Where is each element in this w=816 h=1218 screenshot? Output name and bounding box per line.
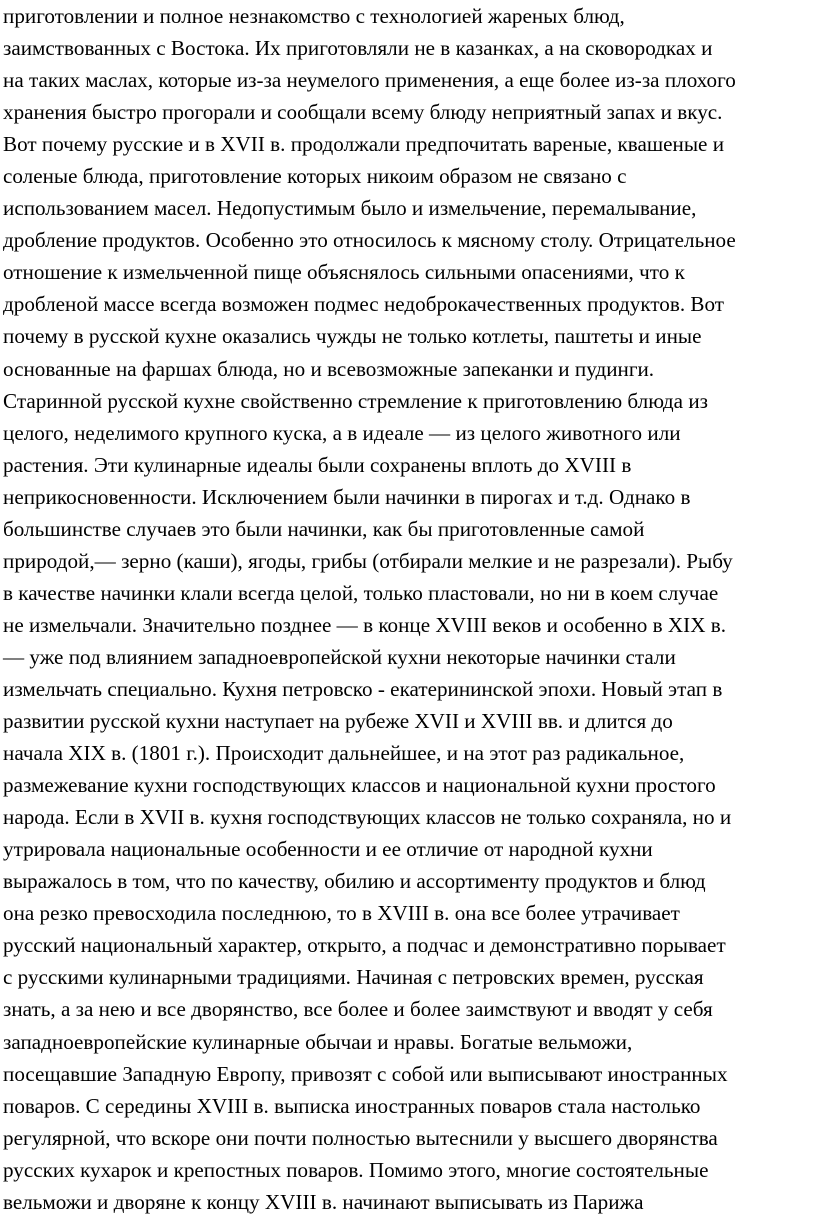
text-line: дробленой массе всегда возможен подмес недоброкачественных продуктов. Вот [3, 292, 725, 317]
text-line: целого, неделимого крупного куска, а в идеале — из целого животного или [3, 420, 681, 445]
text-line: Старинной русской кухне свойственно стремление к приготовлению блюда из [3, 388, 709, 413]
text-line: не измельчали. Значительно позднее — в конце XVIII веков и особенно в XIX в. [3, 612, 727, 637]
text-line: почему в русской кухне оказались чужды не только котлеты, паштеты и иные [3, 324, 702, 349]
text-line: размежевание кухни господствующих классов и национальной кухни простого [3, 773, 716, 798]
text-line: основанные на фаршах блюда, но и всевозможные запеканки и пудинги. [3, 356, 655, 381]
text-line: неприкосновенности. Исключением были начинки в пирогах и т.д. Однако в [3, 484, 691, 509]
body-text [3, 0, 816, 1218]
text-line: западноевропейские кулинарные обычаи и нравы. Богатые вельможи, [3, 1029, 633, 1054]
text-line: дробление продуктов. Особенно это относилось к мясному столу. Отрицательное [3, 228, 736, 253]
text-line: русских кухарок и крепостных поваров. Помимо этого, многие состоятельные [3, 1157, 709, 1182]
text-line: знать, а за нею и все дворянство, все более и более заимствуют и вводят у себя [3, 997, 713, 1022]
text-line: народа. Если в XVII в. кухня господствующих классов не только сохраняла, но и [3, 805, 732, 830]
text-line: использованием масел. Недопустимым было и измельчение, перемалывание, [3, 196, 697, 221]
text-line: вельможи и дворяне к концу XVIII в. начинают выписывать из Парижа [3, 1189, 644, 1214]
text-line: хранения быстро прогорали и сообщали всему блюду неприятный запах и вкус. [3, 100, 723, 125]
text-line: регулярной, что вскоре они почти полностью вытеснили у высшего дворянства [3, 1125, 718, 1150]
text-line: большинстве случаев это были начинки, как бы приготовленные самой [3, 516, 645, 541]
text-line: в качестве начинки клали всегда целой, только пластовали, но ни в коем случае [3, 580, 719, 605]
text-line: на таких маслах, которые из-за неумелого применения, а еще более из-за плохого [3, 68, 736, 93]
text-line: природой,— зерно (каши), ягоды, грибы (отбирали мелкие и не разрезали). Рыбу [3, 548, 733, 573]
text-line: развитии русской кухни наступает на рубеже XVII и XVIII вв. и длится до [3, 709, 673, 734]
text-line: утрировала национальные особенности и ее отличие от народной кухни [3, 837, 653, 862]
text-line: соленые блюда, приготовление которых никоим образом не связано с [3, 164, 627, 189]
text-line: она резко превосходила последнюю, то в XVIII в. она все более утрачивает [3, 901, 680, 926]
text-line: посещавшие Западную Европу, привозят с собой или выписывают иностранных [3, 1061, 728, 1086]
text-line: — уже под влиянием западноевропейской кухни некоторые начинки стали [3, 644, 676, 669]
text-line: выражалось в том, что по качеству, обилию и ассортименту продуктов и блюд [3, 869, 706, 894]
text-line: начала XIX в. (1801 г.). Происходит дальнейшее, и на этот раз радикальное, [3, 741, 685, 766]
text-line: приготовлении и полное незнакомство с технологией жареных блюд, [3, 4, 625, 28]
text-line: измельчать специально. Кухня петровско - екатерининской эпохи. Новый этап в [3, 676, 723, 701]
text-line: растения. Эти кулинарные идеалы были сохранены вплоть до XVIII в [3, 452, 632, 477]
text-line: заимствованных с Востока. Их приготовляли не в казанках, а на сковородках и [3, 36, 713, 61]
text-line: поваров. С середины XVIII в. выписка иностранных поваров стала настолько [3, 1093, 701, 1118]
text-line: русский национальный характер, открыто, а подчас и демонстративно порывает [3, 933, 726, 958]
text-line: отношение к измельченной пище объяснялось сильными опасениями, что к [3, 260, 685, 285]
text-line: с русскими кулинарными традициями. Начиная с петровских времен, русская [3, 965, 704, 990]
text-line: Вот почему русские и в XVII в. продолжали предпочитать вареные, квашеные и [3, 132, 725, 157]
